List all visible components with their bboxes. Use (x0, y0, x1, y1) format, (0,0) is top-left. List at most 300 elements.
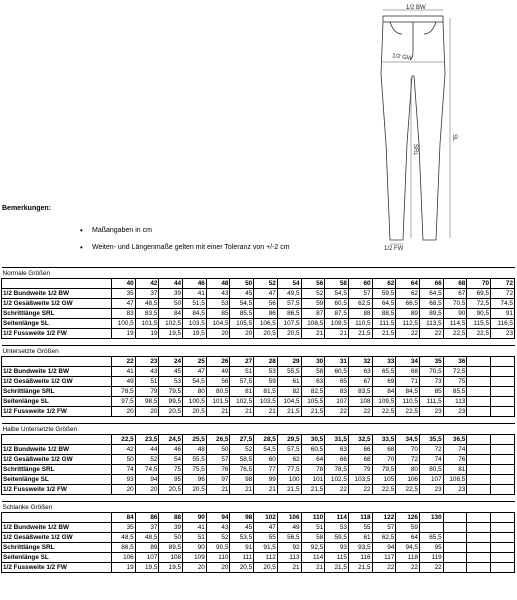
value-cell: 90 (443, 309, 467, 319)
value-cell: 79,5 (159, 387, 183, 397)
value-cell: 76,5 (230, 465, 254, 475)
value-cell: 87 (301, 309, 325, 319)
value-cell: 20,5 (159, 407, 183, 417)
value-cell: 20 (206, 563, 230, 573)
value-cell: 83,5 (348, 387, 372, 397)
table-row (2, 543, 515, 553)
value-cell: 22,5 (443, 329, 467, 339)
value-cell: 23 (419, 407, 443, 417)
size-header-row (2, 513, 515, 523)
value-cell (491, 397, 515, 407)
row-label: 1/2 Gesäßweite 1/2 GW (2, 455, 112, 465)
size-header-cell: 62 (372, 279, 396, 289)
size-header-cell: 46 (183, 279, 207, 289)
value-cell: 72 (396, 455, 420, 465)
value-cell: 20,5 (277, 329, 301, 339)
value-cell: 66,5 (396, 299, 420, 309)
size-header-cell: 27 (230, 357, 254, 367)
value-cell: 95 (419, 543, 443, 553)
row-label: 1/2 Fussweite 1/2 FW (2, 329, 112, 339)
value-cell: 86 (254, 309, 278, 319)
value-cell: 69,5 (467, 289, 491, 299)
value-cell: 21 (325, 329, 349, 339)
table-row (2, 475, 515, 485)
size-header-cell: 56 (301, 279, 325, 289)
value-cell: 48 (183, 445, 207, 455)
value-cell: 22 (396, 563, 420, 573)
value-cell: 57 (348, 289, 372, 299)
size-header-cell: 31,5 (325, 435, 349, 445)
value-cell: 74 (419, 455, 443, 465)
value-cell: 72 (419, 445, 443, 455)
size-header-cell: 24,5 (159, 435, 183, 445)
value-cell: 107 (419, 475, 443, 485)
value-cell: 64,5 (419, 289, 443, 299)
value-cell: 19 (112, 563, 136, 573)
value-cell: 22,5 (396, 407, 420, 417)
value-cell (443, 533, 467, 543)
value-cell: 68 (396, 367, 420, 377)
value-cell: 22,5 (396, 485, 420, 495)
size-header-cell: 94 (206, 513, 230, 523)
table-row (2, 397, 515, 407)
value-cell: 19 (135, 329, 159, 339)
value-cell: 111,5 (419, 397, 443, 407)
value-cell: 64,5 (372, 299, 396, 309)
value-cell (467, 377, 491, 387)
value-cell: 22,5 (372, 407, 396, 417)
size-header-label (2, 279, 112, 289)
value-cell: 53 (254, 367, 278, 377)
value-cell: 100,5 (183, 397, 207, 407)
row-label: 1/2 Fussweite 1/2 FW (2, 407, 112, 417)
value-cell: 54,5 (230, 299, 254, 309)
value-cell: 21,5 (301, 485, 325, 495)
value-cell: 116 (348, 553, 372, 563)
value-cell: 109,5 (372, 397, 396, 407)
value-cell: 20,5 (254, 329, 278, 339)
value-cell: 57 (372, 523, 396, 533)
value-cell: 110,5 (396, 397, 420, 407)
value-cell (467, 523, 491, 533)
value-cell: 52 (135, 455, 159, 465)
value-cell: 21,5 (277, 485, 301, 495)
size-header-row (2, 435, 515, 445)
value-cell: 116,5 (491, 319, 515, 329)
value-cell: 102,5 (325, 475, 349, 485)
value-cell: 89 (396, 309, 420, 319)
size-header-cell (467, 513, 491, 523)
value-cell: 21,5 (348, 329, 372, 339)
value-cell: 99 (254, 475, 278, 485)
value-cell: 78 (301, 465, 325, 475)
row-label: 1/2 Gesäßweite 1/2 GW (2, 533, 112, 543)
value-cell: 20,5 (183, 485, 207, 495)
size-header-cell: 126 (396, 513, 420, 523)
size-header-cell (443, 513, 467, 523)
table-section-title: Untersetzte Größen (2, 346, 515, 357)
value-cell (467, 485, 491, 495)
size-header-cell: 130 (419, 513, 443, 523)
size-header-cell: 50 (230, 279, 254, 289)
value-cell: 74 (112, 465, 136, 475)
value-cell: 103,5 (183, 319, 207, 329)
value-cell: 59 (301, 299, 325, 309)
size-header-cell: 23 (135, 357, 159, 367)
value-cell: 50 (112, 455, 136, 465)
row-label: Schrittlänge SRL (2, 465, 112, 475)
value-cell (467, 553, 491, 563)
size-header-cell: 54 (277, 279, 301, 289)
size-header-cell: 90 (183, 513, 207, 523)
value-cell (491, 377, 515, 387)
row-label: 1/2 Fussweite 1/2 FW (2, 563, 112, 573)
value-cell: 66 (348, 445, 372, 455)
size-header-row (2, 279, 515, 289)
value-cell: 60 (254, 455, 278, 465)
value-cell: 53 (325, 523, 349, 533)
value-cell: 65,5 (372, 367, 396, 377)
value-cell: 52 (230, 445, 254, 455)
value-cell: 62 (396, 289, 420, 299)
size-header-cell: 25,5 (183, 435, 207, 445)
value-cell: 111,5 (372, 319, 396, 329)
value-cell: 81,5 (254, 387, 278, 397)
table-row (2, 289, 515, 299)
value-cell: 79,5 (372, 465, 396, 475)
value-cell: 79 (135, 387, 159, 397)
size-header-cell: 32,5 (348, 435, 372, 445)
value-cell: 49 (206, 367, 230, 377)
value-cell: 21,5 (372, 329, 396, 339)
value-cell: 43 (206, 289, 230, 299)
value-cell (467, 465, 491, 475)
value-cell (419, 523, 443, 533)
value-cell: 51 (301, 523, 325, 533)
size-header-cell: 42 (135, 279, 159, 289)
trouser-diagram (370, 4, 475, 250)
value-cell: 96 (183, 475, 207, 485)
value-cell: 87,5 (325, 309, 349, 319)
value-cell: 58 (301, 533, 325, 543)
value-cell: 20,5 (230, 563, 254, 573)
row-label: Schrittlänge SRL (2, 309, 112, 319)
value-cell: 72,5 (443, 367, 467, 377)
value-cell: 64 (301, 455, 325, 465)
value-cell: 106 (112, 553, 136, 563)
value-cell: 79 (348, 465, 372, 475)
note-item: • Maßangaben in cm (92, 227, 152, 234)
size-header-cell (491, 435, 515, 445)
value-cell: 42 (112, 445, 136, 455)
value-cell: 41 (183, 289, 207, 299)
value-cell: 82,5 (301, 387, 325, 397)
value-cell: 44 (135, 445, 159, 455)
value-cell: 95 (159, 475, 183, 485)
value-cell: 41 (183, 523, 207, 533)
value-cell: 66 (325, 455, 349, 465)
value-cell: 61 (277, 377, 301, 387)
value-cell: 101,5 (206, 397, 230, 407)
table-section-title: Normale Größen (2, 268, 515, 279)
value-cell (443, 543, 467, 553)
value-cell: 91 (491, 309, 515, 319)
value-cell: 108,5 (301, 319, 325, 329)
value-cell: 80,5 (419, 465, 443, 475)
value-cell (443, 553, 467, 563)
value-cell: 109 (183, 553, 207, 563)
value-cell: 35 (112, 523, 136, 533)
value-cell: 77,5 (277, 465, 301, 475)
row-label: 1/2 Bundweite 1/2 BW (2, 289, 112, 299)
value-cell: 21 (230, 485, 254, 495)
row-label: 1/2 Bundweite 1/2 BW (2, 367, 112, 377)
value-cell (491, 445, 515, 455)
row-label: Seitenlänge SL (2, 475, 112, 485)
row-label: 1/2 Gesäßweite 1/2 GW (2, 377, 112, 387)
label-srl: SRL (412, 144, 418, 156)
value-cell: 89 (135, 543, 159, 553)
size-header-cell: 64 (396, 279, 420, 289)
value-cell: 21 (301, 563, 325, 573)
table-row (2, 329, 515, 339)
value-cell: 92,5 (301, 543, 325, 553)
value-cell: 80 (396, 465, 420, 475)
table-row (2, 299, 515, 309)
row-label: 1/2 Bundweite 1/2 BW (2, 445, 112, 455)
value-cell: 47 (254, 289, 278, 299)
value-cell: 23 (419, 485, 443, 495)
value-cell: 74,5 (491, 299, 515, 309)
size-header-cell: 118 (348, 513, 372, 523)
value-cell: 89,5 (419, 309, 443, 319)
size-header-cell: 22,5 (112, 435, 136, 445)
value-cell: 106,5 (254, 319, 278, 329)
size-table (1, 267, 515, 573)
table-row (2, 377, 515, 387)
value-cell: 78,5 (325, 465, 349, 475)
value-cell: 57,5 (277, 299, 301, 309)
table-row (2, 465, 515, 475)
value-cell: 23 (491, 329, 515, 339)
value-cell: 46 (159, 445, 183, 455)
value-cell: 104,5 (277, 397, 301, 407)
value-cell: 20 (135, 407, 159, 417)
value-cell (467, 397, 491, 407)
value-cell: 45 (230, 523, 254, 533)
size-header-cell: 48 (206, 279, 230, 289)
value-cell: 101 (301, 475, 325, 485)
value-cell: 21 (206, 485, 230, 495)
value-cell: 37 (135, 289, 159, 299)
size-header-cell: 29,5 (277, 435, 301, 445)
value-cell: 21,5 (348, 563, 372, 573)
value-cell: 70,5 (419, 367, 443, 377)
value-cell: 23 (443, 407, 467, 417)
value-cell: 81 (443, 465, 467, 475)
value-cell: 85,5 (443, 387, 467, 397)
value-cell: 19,5 (159, 563, 183, 573)
value-cell: 49,5 (277, 289, 301, 299)
value-cell: 41 (112, 367, 136, 377)
value-cell: 21,5 (301, 407, 325, 417)
value-cell: 21 (277, 563, 301, 573)
size-header-cell: 35,5 (419, 435, 443, 445)
size-header-cell: 60 (348, 279, 372, 289)
value-cell: 43 (206, 523, 230, 533)
value-cell (491, 563, 515, 573)
size-header-label (2, 435, 112, 445)
value-cell: 22,5 (372, 485, 396, 495)
size-header-cell: 28,5 (254, 435, 278, 445)
value-cell (467, 445, 491, 455)
value-cell: 84 (372, 387, 396, 397)
value-cell: 102,5 (230, 397, 254, 407)
size-header-cell: 106 (277, 513, 301, 523)
value-cell: 60,5 (301, 445, 325, 455)
value-cell: 117 (372, 553, 396, 563)
size-header-cell: 66 (419, 279, 443, 289)
value-cell: 39 (159, 289, 183, 299)
note-item: • Weiten- und Längenmaße gelten mit einer Toleranz von +/-2 cm (92, 244, 290, 251)
value-cell: 65 (325, 377, 349, 387)
value-cell: 107 (135, 553, 159, 563)
size-header-cell: 52 (254, 279, 278, 289)
value-cell: 20 (112, 407, 136, 417)
right-pocket (424, 22, 436, 34)
value-cell: 118 (396, 553, 420, 563)
value-cell: 74 (443, 445, 467, 455)
value-cell: 54,5 (183, 377, 207, 387)
value-cell: 45 (230, 289, 254, 299)
value-cell: 22 (325, 407, 349, 417)
value-cell (467, 533, 491, 543)
size-header-cell (467, 435, 491, 445)
value-cell: 19,5 (135, 563, 159, 573)
size-header-cell: 44 (159, 279, 183, 289)
value-cell: 85,5 (230, 309, 254, 319)
value-cell: 88,5 (372, 309, 396, 319)
table-row (2, 445, 515, 455)
value-cell: 20 (206, 329, 230, 339)
value-cell: 47 (254, 523, 278, 533)
value-cell: 19,5 (159, 329, 183, 339)
table-row (2, 563, 515, 573)
value-cell: 97 (206, 475, 230, 485)
value-cell: 86,5 (112, 543, 136, 553)
value-cell: 20 (135, 485, 159, 495)
value-cell: 55 (348, 523, 372, 533)
value-cell: 73 (419, 377, 443, 387)
size-header-cell: 26 (206, 357, 230, 367)
value-cell: 49 (277, 523, 301, 533)
value-cell: 70 (372, 455, 396, 465)
value-cell: 23 (443, 485, 467, 495)
value-cell: 76 (443, 455, 467, 465)
size-header-cell: 88 (159, 513, 183, 523)
value-cell: 84,5 (396, 387, 420, 397)
value-cell: 53,5 (230, 533, 254, 543)
value-cell (491, 533, 515, 543)
value-cell: 100 (277, 475, 301, 485)
value-cell: 94,5 (396, 543, 420, 553)
value-cell: 62,5 (348, 299, 372, 309)
value-cell: 106 (396, 475, 420, 485)
value-cell (443, 523, 467, 533)
value-cell: 75,5 (183, 465, 207, 475)
value-cell: 102,5 (159, 319, 183, 329)
row-label: 1/2 Bundweite 1/2 BW (2, 523, 112, 533)
size-header-cell (491, 357, 515, 367)
value-cell: 60,5 (325, 367, 349, 377)
value-cell: 55,5 (277, 367, 301, 377)
value-cell: 110 (206, 553, 230, 563)
value-cell: 39 (159, 523, 183, 533)
value-cell: 52 (206, 533, 230, 543)
value-cell: 83 (325, 387, 349, 397)
table-row (2, 407, 515, 417)
value-cell: 57 (206, 455, 230, 465)
size-header-cell: 30,5 (301, 435, 325, 445)
fly-line (410, 22, 413, 60)
table-row (2, 523, 515, 533)
left-pocket (390, 22, 402, 34)
value-cell (467, 407, 491, 417)
value-cell: 48,5 (135, 299, 159, 309)
value-cell: 88 (348, 309, 372, 319)
row-label: Schrittlänge SRL (2, 543, 112, 553)
value-cell: 111 (230, 553, 254, 563)
value-cell: 76 (206, 465, 230, 475)
size-header-cell: 34 (396, 357, 420, 367)
value-cell: 50 (159, 533, 183, 543)
size-header-cell: 40 (112, 279, 136, 289)
waistband-shape (383, 16, 443, 22)
value-cell: 81 (230, 387, 254, 397)
value-cell: 103,5 (348, 475, 372, 485)
value-cell (491, 475, 515, 485)
value-cell: 112 (254, 553, 278, 563)
value-cell: 114,5 (443, 319, 467, 329)
size-header-cell: 68 (443, 279, 467, 289)
value-cell: 51 (230, 367, 254, 377)
size-header-cell: 110 (301, 513, 325, 523)
table-row (2, 309, 515, 319)
size-header-cell: 24 (159, 357, 183, 367)
value-cell: 68,5 (419, 299, 443, 309)
value-cell: 113,5 (419, 319, 443, 329)
value-cell: 115,5 (467, 319, 491, 329)
value-cell (467, 455, 491, 465)
value-cell (491, 455, 515, 465)
value-cell: 91,5 (254, 543, 278, 553)
value-cell: 71 (396, 377, 420, 387)
value-cell: 75 (443, 377, 467, 387)
table-section-title: Halbe Untersetzte Größen (2, 424, 515, 435)
value-cell: 58 (301, 367, 325, 377)
value-cell: 91 (230, 543, 254, 553)
value-cell: 54,5 (254, 445, 278, 455)
value-cell: 20 (183, 563, 207, 573)
value-cell: 65,5 (419, 533, 443, 543)
value-cell: 119 (419, 553, 443, 563)
value-cell: 47 (112, 299, 136, 309)
value-cell: 105 (372, 475, 396, 485)
size-header-cell: 122 (372, 513, 396, 523)
value-cell: 21 (230, 407, 254, 417)
value-cell: 63 (348, 367, 372, 377)
value-cell: 90,5 (206, 543, 230, 553)
